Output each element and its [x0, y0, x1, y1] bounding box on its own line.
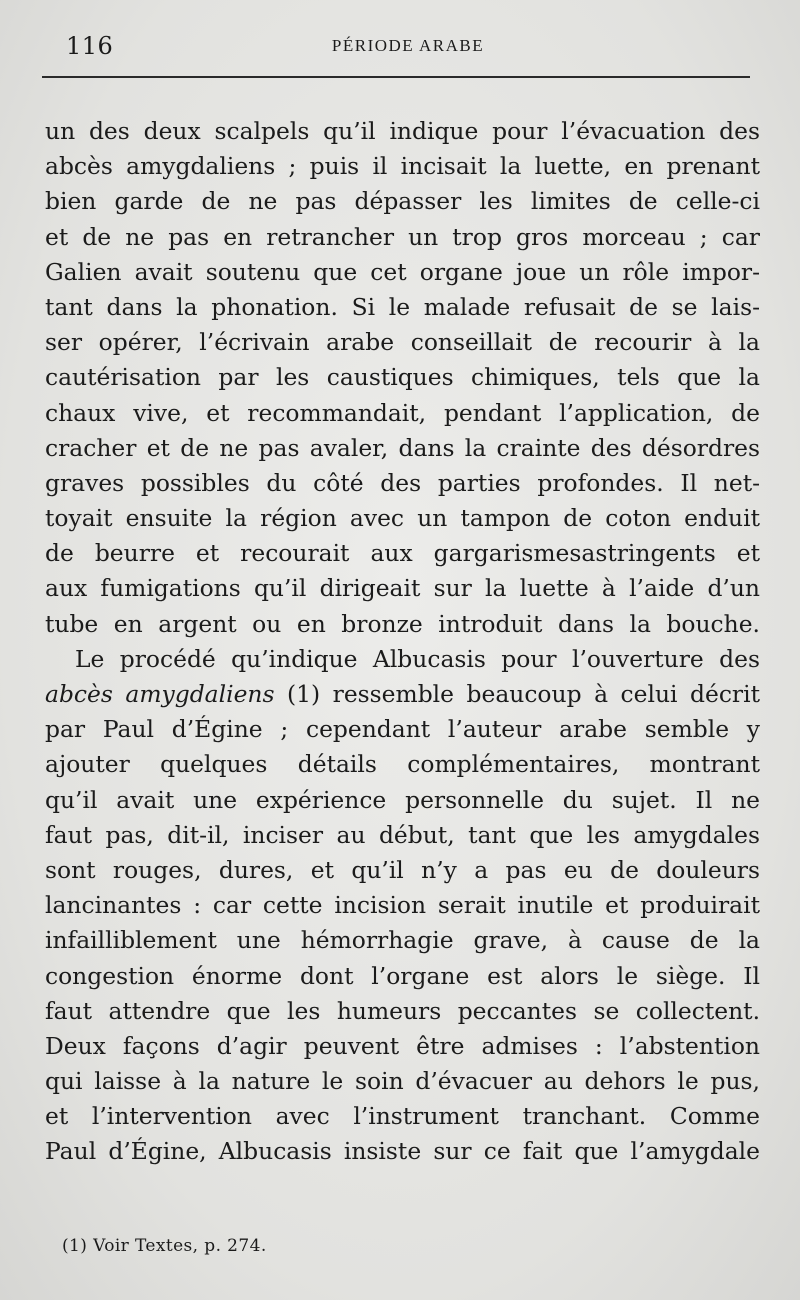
text-line: infailliblement une hémorrhagie grave, à cause de la: [45, 926, 760, 955]
text-segment: (1) ressemble beaucoup à celui décrit: [274, 680, 760, 708]
text-line: chaux vive, et recommandait, pendant l’application, de: [45, 398, 760, 427]
text-line: par Paul d’Égine ; cependant l’auteur arabe semble y: [45, 715, 760, 744]
text-line: graves possibles du côté des parties profondes. Il net-: [45, 468, 760, 497]
text-line: tant dans la phonation. Si le malade refusait de se lais-: [45, 292, 760, 321]
paragraph-1: [45, 114, 760, 642]
text-line: cautérisation par les caustiques chimiques, tels que la: [45, 363, 760, 392]
text-line: cracher et de ne pas avaler, dans la crainte des désordres: [45, 433, 760, 462]
text-line: tube en argent ou en bronze introduit dans la bouche.: [45, 609, 760, 638]
text-line: ser opérer, l’écrivain arabe conseillait de recourir à la: [45, 328, 760, 357]
text-line-with-italic: [45, 677, 760, 712]
paragraph-2: [45, 642, 760, 1170]
running-head: PÉRIODE ARABE: [331, 36, 485, 55]
text-line: de beurre et recourait aux gargarismesastringents et: [45, 539, 760, 568]
text-line: qu’il avait une expérience personnelle du sujet. Il ne: [45, 785, 760, 814]
page-number: 116: [66, 32, 114, 60]
text-line: sont rouges, dures, et qu’il n’y a pas eu de douleurs: [45, 855, 760, 884]
page-header: [66, 30, 750, 66]
header-rule: [42, 76, 750, 78]
text-line: faut attendre que les humeurs peccantes se collectent.: [45, 996, 760, 1025]
text-line: lancinantes : car cette incision serait inutile et produirait: [45, 891, 760, 920]
text-line: Paul d’Égine, Albucasis insiste sur ce fait que l’amygdale: [45, 1137, 760, 1166]
text-line: un des deux scalpels qu’il indique pour l’évacuation des: [45, 117, 760, 145]
text-line: congestion énorme dont l’organe est alors le siège. Il: [45, 961, 760, 990]
body-text: [45, 114, 760, 1170]
text-line: Deux façons d’agir peuvent être admises : l’abstention: [45, 1031, 760, 1060]
text-line: et l’intervention avec l’instrument tranchant. Comme: [45, 1102, 760, 1131]
text-line: aux fumigations qu’il dirigeait sur la luette à l’aide d’un: [45, 574, 760, 603]
footnote: (1) Voir Textes, p. 274.: [62, 1236, 267, 1256]
text-line: Galien avait soutenu que cet organe joue un rôle impor-: [45, 257, 760, 286]
text-line: ajouter quelques détails complémentaires, montrant: [45, 750, 760, 779]
italic-term: abcès amygdaliens: [45, 680, 275, 708]
text-line: bien garde de ne pas dépasser les limites de celle-ci: [45, 187, 760, 216]
text-line: Le procédé qu’indique Albucasis pour l’ouverture des: [75, 644, 760, 673]
text-line: et de ne pas en retrancher un trop gros morceau ; car: [45, 222, 760, 251]
text-line: faut pas, dit-il, inciser au début, tant que les amygdales: [45, 820, 760, 849]
text-line: abcès amygdaliens ; puis il incisait la luette, en prenant: [45, 152, 760, 181]
text-line: toyait ensuite la région avec un tampon de coton enduit: [45, 504, 760, 533]
text-line: qui laisse à la nature le soin d’évacuer au dehors le pus,: [45, 1067, 760, 1096]
